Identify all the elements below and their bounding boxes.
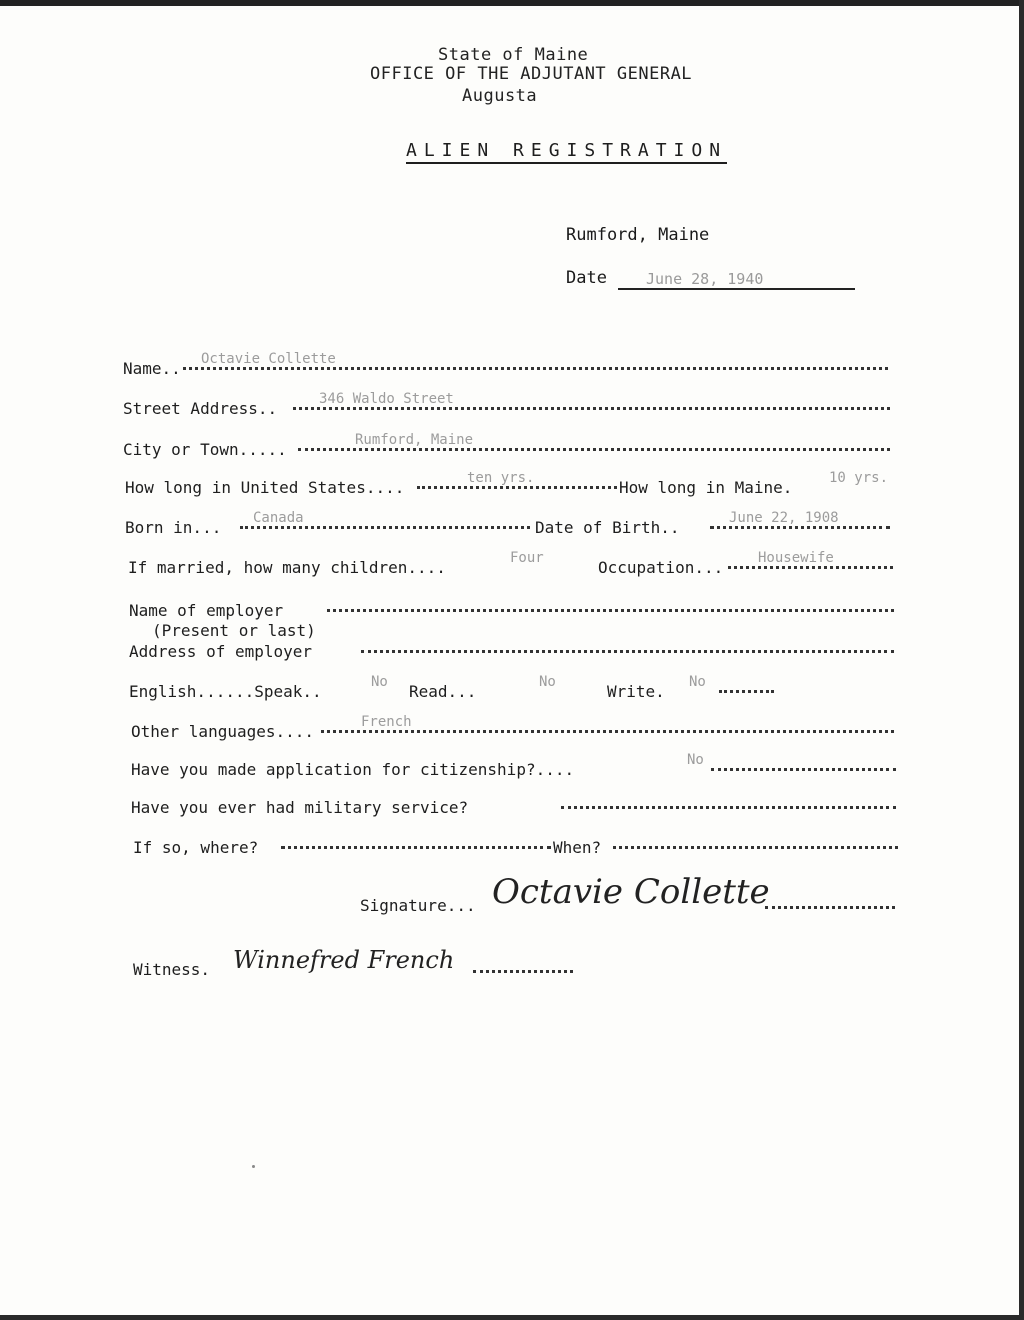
- header-state: State of Maine: [438, 45, 589, 65]
- born-in-dots: [240, 526, 530, 529]
- where-label: If so, where?: [133, 838, 259, 857]
- date-value: June 28, 1940: [646, 270, 764, 288]
- witness-label: Witness.: [133, 960, 211, 979]
- children-value[interactable]: Four: [510, 550, 544, 566]
- english-speak-value[interactable]: No: [371, 674, 388, 690]
- witness-handwriting[interactable]: Winnefred French: [233, 946, 455, 974]
- how-long-maine-value[interactable]: 10 yrs.: [829, 470, 889, 486]
- write-label: Write.: [607, 682, 665, 701]
- how-long-us-label: How long in United States....: [125, 478, 405, 497]
- dob-dots: [710, 526, 890, 529]
- city-label: City or Town.....: [123, 440, 287, 459]
- read-value[interactable]: No: [539, 674, 556, 690]
- scan-speck: [252, 1165, 255, 1168]
- name-dots: [183, 367, 888, 370]
- header-city: Augusta: [462, 86, 538, 106]
- when-dots: [613, 846, 898, 849]
- name-label: Name..: [123, 359, 181, 378]
- where-dots: [281, 846, 551, 849]
- header-office: OFFICE OF THE ADJUTANT GENERAL: [370, 64, 693, 84]
- row-witness: [133, 946, 583, 996]
- employer-sublabel: (Present or last): [152, 621, 316, 640]
- write-dots: [719, 690, 774, 693]
- citizenship-dots: [711, 768, 896, 771]
- occupation-value[interactable]: Housewife: [758, 550, 834, 566]
- row-employer-name: [129, 599, 899, 621]
- row-citizenship: [131, 752, 901, 780]
- row-signature: [360, 872, 900, 932]
- street-address-label: Street Address..: [123, 399, 278, 418]
- row-employer-address: [129, 640, 899, 662]
- how-long-us-dots: [417, 486, 617, 489]
- city-value[interactable]: Rumford, Maine: [355, 432, 474, 448]
- row-birth: [125, 510, 895, 538]
- born-in-value[interactable]: Canada: [253, 510, 304, 526]
- street-address-dots: [293, 407, 890, 410]
- scan-edge-top: [0, 0, 1024, 6]
- row-name: [123, 351, 893, 379]
- other-languages-label: Other languages....: [131, 722, 315, 741]
- row-employer-sublabel: [152, 619, 412, 641]
- row-english: [129, 674, 829, 702]
- employer-address-dots: [361, 650, 894, 653]
- row-languages: [131, 714, 901, 742]
- scan-edge-bottom: [0, 1315, 1024, 1320]
- citizenship-value[interactable]: No: [687, 752, 704, 768]
- scan-edge-right: [1019, 0, 1024, 1320]
- employer-name-label: Name of employer: [129, 601, 284, 620]
- signature-dots: [765, 906, 895, 909]
- row-city: [123, 432, 893, 460]
- row-military: [131, 796, 901, 818]
- signature-label: Signature...: [360, 896, 476, 915]
- read-label: Read...: [409, 682, 477, 701]
- form-place: Rumford, Maine: [566, 225, 710, 245]
- row-street-address: [123, 391, 893, 419]
- witness-dots: [473, 970, 573, 973]
- date-label: Date: [566, 268, 607, 288]
- citizenship-label: Have you made application for citizenship?....: [131, 760, 575, 779]
- row-military-details: [133, 836, 903, 858]
- occupation-dots: [728, 566, 893, 569]
- form-title: ALIEN REGISTRATION: [406, 140, 727, 164]
- employer-name-dots: [327, 609, 894, 612]
- occupation-label: Occupation...: [598, 558, 724, 577]
- how-long-maine-label: How long in Maine.: [619, 478, 793, 497]
- name-value[interactable]: Octavie Collette: [201, 351, 336, 367]
- other-languages-dots: [321, 730, 894, 733]
- write-value[interactable]: No: [689, 674, 706, 690]
- signature-handwriting[interactable]: Octavie Collette: [492, 872, 770, 912]
- how-long-us-value[interactable]: ten yrs.: [467, 470, 535, 486]
- military-dots: [561, 806, 896, 809]
- when-label: When?: [553, 838, 602, 857]
- born-in-label: Born in...: [125, 518, 222, 537]
- military-label: Have you ever had military service?: [131, 798, 469, 817]
- dob-label: Date of Birth..: [535, 518, 680, 537]
- english-speak-label: English......Speak..: [129, 682, 322, 701]
- children-label: If married, how many children....: [128, 558, 446, 577]
- city-dots: [298, 448, 890, 451]
- row-family: [128, 550, 898, 578]
- employer-address-label: Address of employer: [129, 642, 313, 661]
- row-residency: [125, 470, 925, 498]
- dob-value[interactable]: June 22, 1908: [729, 510, 839, 526]
- other-languages-value[interactable]: French: [361, 714, 412, 730]
- street-address-value[interactable]: 346 Waldo Street: [319, 391, 454, 407]
